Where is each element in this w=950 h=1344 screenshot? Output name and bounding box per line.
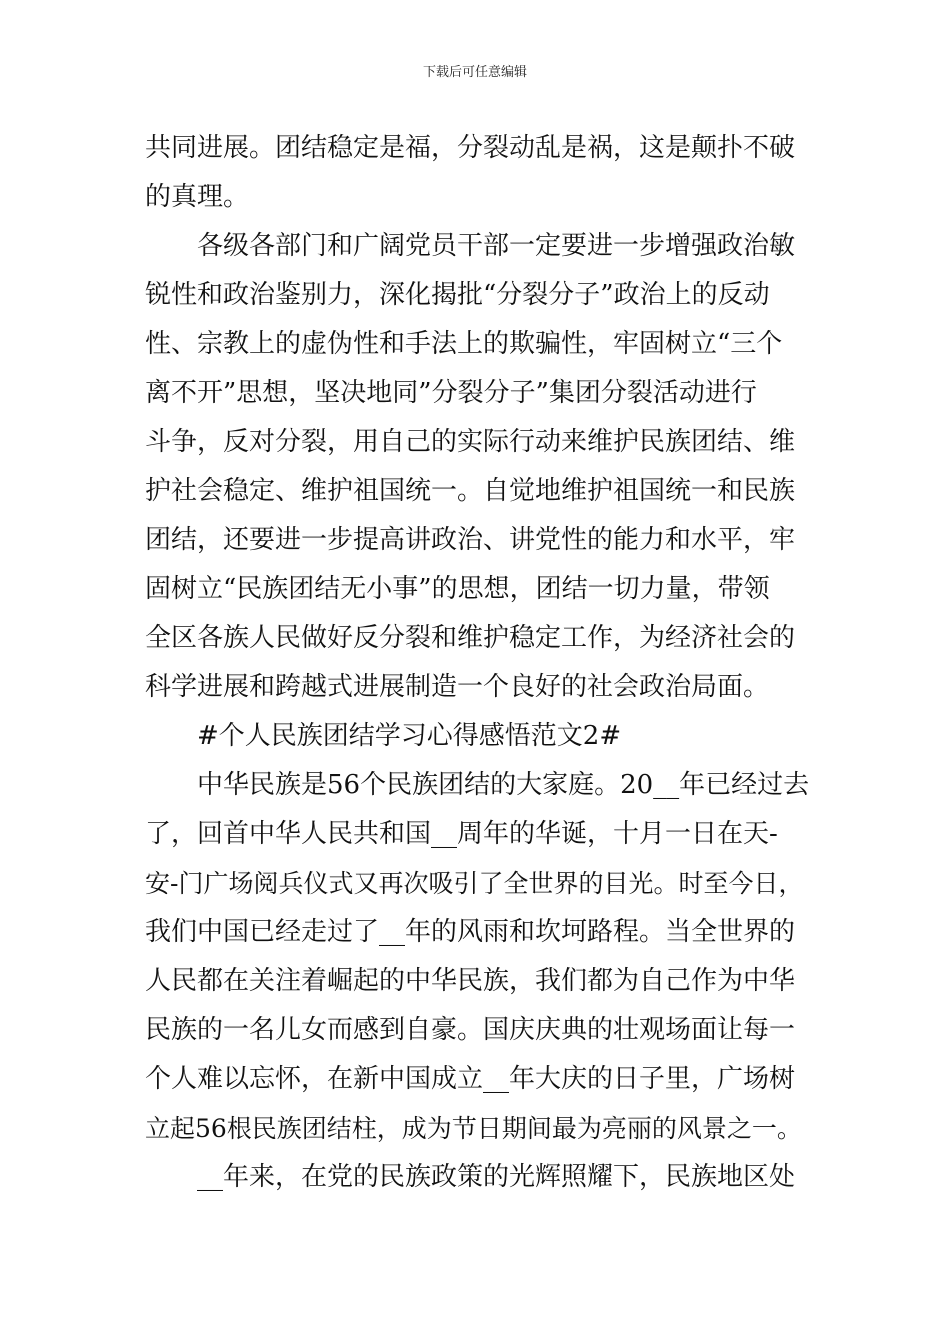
text-line: #个人民族团结学习心得感悟范文2# (197, 721, 622, 751)
page-header-note: 下载后可任意编辑 (422, 65, 527, 80)
text-line: 性、宗教上的虚伪性和手法上的欺骗性，牢固树立“三个 (145, 329, 783, 359)
text-line: 个人难以忘怀，在新中国成立__年大庆的日子里，广场树 (145, 1064, 796, 1094)
text-line: 离不开”思想，坚决地同”分裂分子”集团分裂活动进行 (145, 378, 757, 408)
text-line: 固树立“民族团结无小事”的思想，团结一切力量，带领 (145, 574, 770, 604)
text-line: 人民都在关注着崛起的中华民族，我们都为自己作为中华 (145, 966, 796, 996)
text-line: 全区各族人民做好反分裂和维护稳定工作，为经济社会的 (145, 623, 796, 653)
text-line: 各级各部门和广阔党员干部一定要进一步增强政治敏 (197, 231, 796, 261)
text-line: 民族的一名儿女而感到自豪。国庆庆典的壮观场面让每一 (145, 1015, 796, 1045)
text-line: 护社会稳定、维护祖国统一。自觉地维护祖国统一和民族 (145, 476, 796, 506)
text-line: 锐性和政治鉴别力，深化揭批“分裂分子”政治上的反动 (145, 280, 770, 310)
text-line: 我们中国已经走过了__年的风雨和坎坷路程。当全世界的 (145, 917, 796, 947)
text-line: 立起56根民族团结柱，成为节日期间最为亮丽的风景之一。 (145, 1114, 802, 1143)
text-line: 中华民族是56个民族团结的大家庭。20__年已经过去 (197, 770, 810, 800)
text-line: 团结，还要进一步提高讲政治、讲党性的能力和水平，牢 (145, 525, 796, 555)
text-line: 科学进展和跨越式进展制造一个良好的社会政治局面。 (145, 672, 770, 702)
document-body (145, 124, 810, 1202)
text-line: 了，回首中华人民共和国__周年的华诞，十月一日在天- (145, 819, 778, 849)
text-line: 的真理。 (145, 182, 250, 212)
text-line: 斗争，反对分裂，用自己的实际行动来维护民族团结、维 (145, 427, 796, 457)
text-line: __年来，在党的民族政策的光辉照耀下，民族地区处 (197, 1162, 796, 1192)
text-line: 共同进展。团结稳定是福，分裂动乱是祸，这是颠扑不破 (145, 133, 796, 163)
text-line: 安-门广场阅兵仪式又再次吸引了全世界的目光。时至今日， (145, 869, 804, 898)
